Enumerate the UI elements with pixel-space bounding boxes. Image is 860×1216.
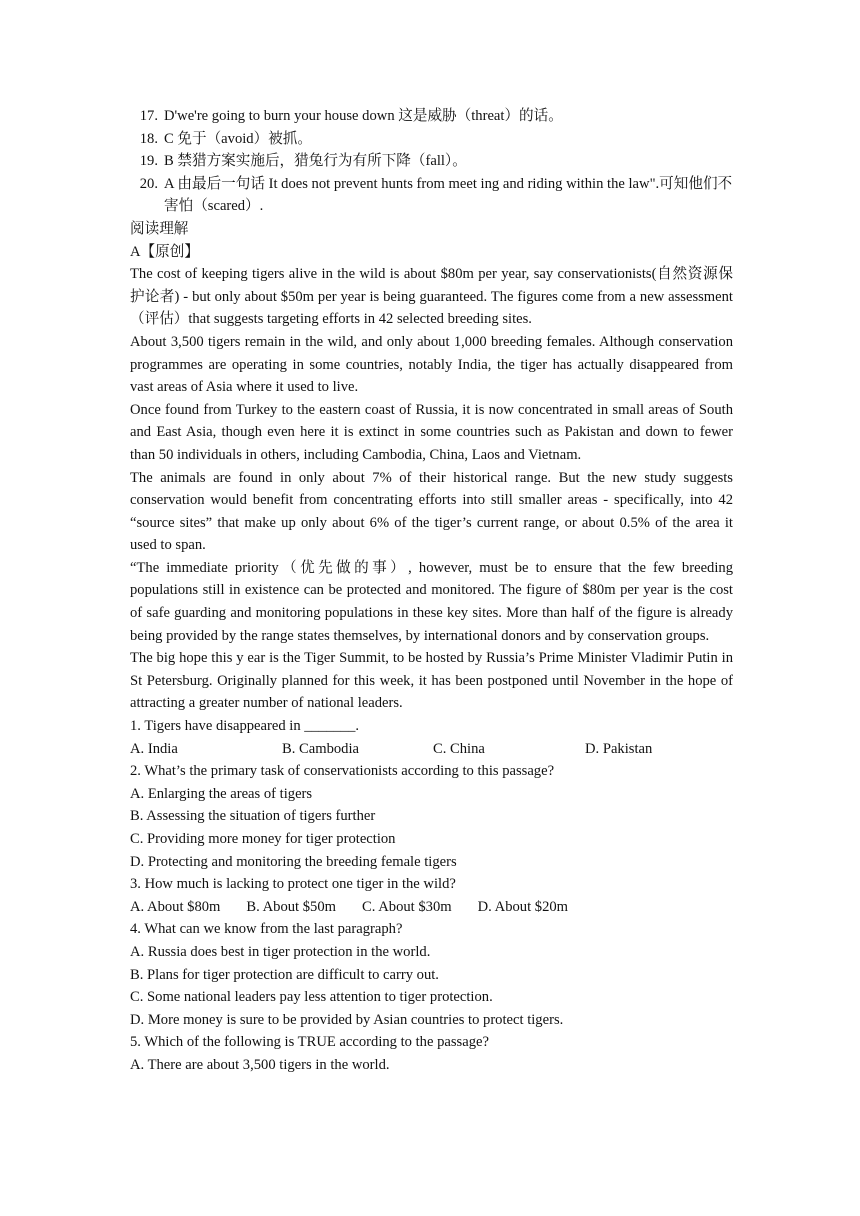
option-c: C. China (433, 740, 485, 757)
answer-text: C 免于（avoid）被抓。 (164, 130, 312, 147)
answer-key (130, 105, 733, 218)
option-c: C. Some national leaders pay less attention to tiger protection. (130, 989, 493, 1006)
question-stem: 1. Tigers have disappeared in _______. (130, 718, 360, 735)
answer-number: 20. (139, 175, 158, 192)
answer-number: 19. (139, 153, 158, 170)
passage-paragraph: The big hope this y ear is the Tiger Summit, to be hosted by Russia’s Prime Minister Vladimir Putin in St Petersburg. Originally planned for this week, it has been postponed until November in the hope of attracting a greater number of national leaders. (130, 650, 733, 712)
option-a: A. There are about 3,500 tigers in the world. (130, 1056, 390, 1073)
answer-number: 18. (139, 130, 158, 147)
option-d: D. More money is sure to be provided by Asian countries to protect tigers. (130, 1011, 564, 1028)
passage-label: A【原创】 (130, 243, 199, 260)
option-b: B. About $50m (246, 898, 337, 915)
question-stem: 2. What’s the primary task of conservationists according to this passage? (130, 763, 555, 780)
option-a: A. About $80m (130, 898, 221, 915)
answer-item (130, 128, 733, 151)
option-d: D. Protecting and monitoring the breeding female tigers (130, 853, 457, 870)
passage-paragraph: The cost of keeping tigers alive in the wild is about $80m per year, say conservationists(自然资源保护论者) - but only about $50m per year is being guaranteed. The figures come from a new assessment（评估）that suggests targeting efforts in 42 selected breeding sites. (130, 266, 733, 328)
answer-item (130, 173, 733, 218)
answer-text: A 由最后一句话 It does not prevent hunts from meet ing and riding within the law".可知他们不害怕（scared）. (164, 175, 733, 215)
question (130, 873, 733, 918)
option-a: A. Enlarging the areas of tigers (130, 785, 313, 802)
option-d: D. About $20m (477, 898, 569, 915)
answer-number: 17. (139, 108, 158, 124)
option-c: C. Providing more money for tiger protection (130, 831, 396, 847)
option-b: B. Cambodia (282, 740, 360, 757)
question-list (130, 715, 733, 1077)
option-d: D. Pakistan (585, 740, 653, 757)
option-a: A. Russia does best in tiger protection in the world. (130, 943, 431, 960)
reading-passage (130, 263, 733, 715)
passage-paragraph: About 3,500 tigers remain in the wild, and only about 1,000 breeding females. Although conservation programmes are operating in some countries, notably India, the tiger has actually disappeared from vast areas of Asia where it used to live. (130, 333, 733, 396)
question (130, 918, 733, 1031)
answer-text: D'we're going to burn your house down 这是威胁（threat）的话。 (164, 108, 563, 124)
question-stem: 5. Which of the following is TRUE according to the passage? (130, 1034, 489, 1051)
page-content (130, 105, 733, 1077)
option-b: B. Assessing the situation of tigers further (130, 808, 376, 825)
passage-paragraph: The animals are found in only about 7% of their historical range. But the new study suggests conservation would benefit from concentrating efforts into still smaller areas - specifically, into 42 “source sites” that make up only about 6% of the tiger’s current range, or about 0.5% of the area it used to span. (130, 469, 733, 554)
question (130, 1031, 733, 1076)
question (130, 760, 733, 873)
answer-text: B 禁猎方案实施后，猎兔行为有所下降（fall）。 (164, 153, 467, 170)
answer-item (130, 150, 733, 173)
question-stem: 4. What can we know from the last paragraph? (130, 921, 403, 938)
option-c: C. About $30m (362, 898, 452, 915)
question (130, 715, 733, 760)
option-row (130, 738, 733, 761)
option-b: B. Plans for tiger protection are difficult to carry out. (130, 966, 439, 983)
option-row (130, 896, 733, 919)
answer-item (130, 105, 733, 128)
section-title: 阅读理解 (130, 220, 189, 237)
passage-paragraph: “The immediate priority（优先做的事）, however, must be to ensure that the few breeding populations still in existence can be protected and monitored. The figure of $80m per year is the cost of safe guarding and monitoring populations in these key sites. More than half of the figure is already being provided by the range states themselves, by international donors and by conservation groups. (130, 559, 733, 644)
option-a: A. India (130, 740, 178, 757)
passage-paragraph: Once found from Turkey to the eastern coast of Russia, it is now concentrated in small areas of South and East Asia, though even here it is extinct in some countries such as Pakistan and down to fewer than 50 individuals in others, including Cambodia, China, Laos and Vietnam. (130, 401, 733, 463)
question-stem: 3. How much is lacking to protect one tiger in the wild? (130, 876, 456, 893)
